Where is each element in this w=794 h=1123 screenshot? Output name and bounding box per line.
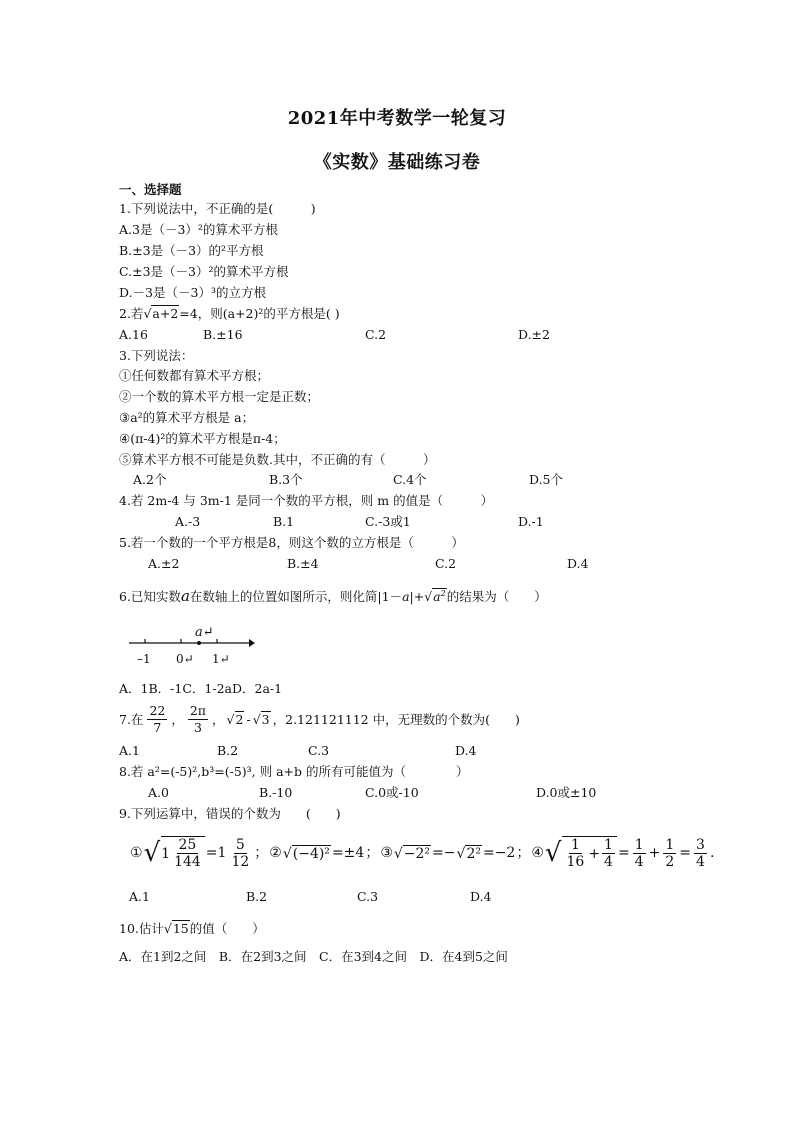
q9-e4-n1: 1	[570, 837, 580, 853]
q9-e4-frac4	[663, 837, 676, 870]
q9-e1-whole: 1	[161, 845, 171, 862]
axis-label-a: a↵	[195, 625, 214, 640]
q9-expressions	[130, 836, 714, 870]
q7-f1-num: 22	[149, 703, 166, 718]
q10-suffix: 的值（ ）	[189, 921, 265, 936]
q6-radicand-var: a	[433, 589, 441, 604]
q9-sep-2: ；	[365, 845, 380, 861]
q9-e4-d3: 4	[634, 853, 644, 870]
q6-stem-prefix: 6.已知实数	[119, 589, 181, 604]
q7-rad1: 2	[235, 712, 244, 727]
q1-stem: 1.下列说法中，不正确的是( )	[119, 201, 316, 216]
q9-end: .	[709, 845, 715, 861]
q9-e4-d2: 4	[604, 854, 613, 870]
q9-e4-n4: 1	[665, 836, 675, 853]
q4-option-c: C.-3或1	[365, 514, 411, 529]
axis-label-1: 1↵	[212, 652, 230, 666]
q6-var: a	[180, 587, 190, 605]
q7-rad2: 3	[261, 712, 270, 727]
q3-stem: 3.下列说法：	[119, 348, 194, 363]
sqrt-symbol: √	[143, 838, 161, 868]
q7-f2-den: 3	[193, 720, 202, 735]
q10-prefix: 10.估计	[119, 921, 164, 936]
q3-option-b: B.3个	[269, 472, 303, 487]
sqrt-symbol-3: √−2²	[393, 845, 431, 862]
q8-option-d: D.0或±10	[536, 785, 597, 800]
q7-option-d: D.4	[455, 743, 477, 758]
q3-item-4: ④(π-4)²的算术平方根是π-4；	[119, 431, 286, 446]
q9-e4-d1: 16	[566, 854, 585, 870]
q9-e3-eq2: =−2	[482, 845, 516, 861]
q9-e1-num: 25	[178, 837, 197, 853]
q9-e4-d5: 4	[696, 853, 705, 870]
q5-option-c: C.2	[435, 556, 457, 571]
q6-var-2: a	[402, 589, 410, 604]
q9-e1-rnum: 5	[235, 836, 245, 853]
q8-option-a: A.0	[148, 785, 169, 800]
q4-option-d: D.-1	[518, 514, 544, 529]
sqrt-symbol: $√a^2$	[424, 589, 446, 604]
q9-e4-frac1	[564, 837, 586, 870]
page-subtitle: 《实数》基础练习卷	[313, 152, 481, 173]
q2-option-a: A.16	[119, 327, 148, 342]
q8-stem: 8.若 a²=(-5)²,b³=(-5)³, 则 a+b 的所有可能值为（ ）	[119, 764, 469, 779]
sqrt-symbol: √a+2	[143, 306, 179, 321]
q3-option-c: C.4个	[393, 472, 427, 487]
q7-prefix: 7.在	[119, 711, 144, 727]
q9-sep-3: ；	[516, 845, 531, 861]
q9-option-b: B.2	[246, 889, 268, 904]
q9-e1-result	[229, 837, 251, 870]
q9-option-a: A.1	[129, 889, 150, 904]
q9-e1-eq: =1	[205, 845, 227, 861]
sqrt-symbol-2: √3	[252, 712, 270, 727]
q6-stem	[119, 588, 547, 605]
q9-e1-den: 144	[174, 854, 201, 870]
q9-e4-d4: 2	[665, 853, 675, 870]
sqrt-symbol: √15	[163, 921, 189, 936]
q9-e4-eq2: =	[679, 845, 692, 861]
q9-e4-frac2	[602, 837, 615, 870]
q3-option-d: D.5个	[529, 472, 564, 487]
axis-label-neg1: –1	[137, 652, 151, 666]
q4-stem: 4.若 2m-4 与 3m-1 是同一个数的平方根，则 m 的值是（ ）	[119, 493, 494, 508]
q7-option-c: C.3	[308, 743, 330, 758]
q6-stem-mid: 在数轴上的位置如图所示，则化简|1－	[189, 589, 403, 604]
fraction-22-7	[147, 703, 167, 736]
q9-e3-rad2: 2²	[466, 845, 481, 862]
q9-e4-n2: 1	[604, 837, 613, 853]
q8-option-c: C.0或-10	[365, 785, 419, 800]
q5-stem: 5.若一个数的一个平方根是8，则这个数的立方根是（ ）	[119, 535, 464, 550]
q9-e4-eq: =	[617, 845, 630, 861]
q2-stem	[119, 305, 340, 322]
q2-option-c: C.2	[365, 327, 387, 342]
q9-e4-radicand	[562, 836, 616, 870]
q3-item-5: ⑤算术平方根不可能是负数.其中，不正确的有（ ）	[119, 452, 436, 467]
q7-stem: 7.在 $\frac{22}{7}$ ， $\frac{2\pi}{3}$ ， √2 - √3 ，2.121121112 中，无理数的个数为( )	[119, 703, 520, 735]
q9-e4-n5: 3	[696, 836, 705, 853]
sqrt-symbol: √2	[226, 712, 244, 727]
q9-e4-n3: 1	[634, 836, 644, 853]
q10-stem	[119, 920, 265, 937]
q3-item-3: ③a²的算术平方根是 a；	[119, 410, 255, 425]
sqrt-symbol-5: √	[544, 838, 562, 868]
q9-option-c: C.3	[357, 889, 379, 904]
q7-suffix: ，2.121121112 中，无理数的个数为( )	[272, 711, 520, 727]
q1-option-d: D.－3是（－3）³的立方根	[119, 285, 266, 300]
q9-stem: 9.下列运算中，错误的个数为 ( )	[119, 806, 341, 821]
q5-option-b: B.±4	[287, 556, 319, 571]
section-heading: 一、选择题	[119, 182, 182, 197]
q4-option-b: B.1	[273, 514, 295, 529]
q10-radicand: 15	[172, 921, 189, 936]
q9-e1-rden: 12	[231, 853, 250, 870]
q7-option-b: B.2	[217, 743, 239, 758]
q2-option-b: B.±16	[203, 327, 243, 342]
q9-e4-plus2: +	[648, 845, 661, 861]
q5-option-d: D.4	[567, 556, 589, 571]
q7-f2-num: 2π	[189, 703, 207, 718]
sqrt-symbol-4: √2²	[456, 845, 481, 862]
q5-option-a: A.±2	[148, 556, 180, 571]
q6-stem-suffix: 的结果为（ ）	[446, 589, 547, 604]
q1-option-c: C.±3是（－3）²的算术平方根	[119, 264, 289, 279]
q2-option-d: D.±2	[518, 327, 550, 342]
q10-options: A．在1到2之间 B．在2到3之间 C．在3到4之间 D．在4到5之间	[119, 949, 508, 964]
q1-option-b: B.±3是（－3）的²平方根	[119, 243, 264, 258]
q3-option-a: A.2个	[133, 472, 167, 487]
axis-label-0: 0↵	[176, 652, 194, 666]
q9-e4-label: ④	[531, 845, 544, 861]
q1-option-a: A.3是（－3）²的算术平方根	[119, 222, 278, 237]
q9-e3-eq: =−	[432, 845, 456, 861]
page-title: 2021年中考数学一轮复习	[287, 108, 507, 129]
q9-option-d: D.4	[470, 889, 492, 904]
fraction-2pi-3	[188, 703, 208, 736]
q9-sep-1: ；	[254, 845, 269, 861]
q9-e2-label: ②	[269, 845, 282, 861]
q6-stem-mid2: |+	[409, 589, 425, 604]
q9-e4-frac5	[694, 837, 707, 870]
q2-stem-prefix: 2.若	[119, 306, 144, 321]
q9-e1-label: ①	[130, 845, 143, 861]
q4-option-a: A.-3	[175, 514, 201, 529]
q9-e3-rad: −2²	[403, 845, 431, 862]
q7-option-a: A.1	[119, 743, 140, 758]
q9-e2-eq: =±4	[331, 845, 365, 861]
q6-radicand: $a^2$	[433, 589, 446, 604]
q3-item-2: ②一个数的算术平方根一定是正数；	[119, 389, 320, 404]
q9-e4-frac3	[633, 837, 646, 870]
q9-e2-rad: (−4)²	[292, 845, 330, 862]
q3-item-1: ①任何数都有算术平方根；	[119, 368, 270, 383]
q9-e3-label: ③	[380, 845, 393, 861]
q7-f1-den: 7	[153, 720, 162, 735]
q2-stem-suffix: =4，则(a+2)²的平方根是( )	[179, 306, 340, 321]
q9-e4-plus: +	[588, 845, 601, 862]
q6-options: A．1B．-1C．1-2aD．2a-1	[119, 681, 283, 696]
sqrt-symbol-2: √(−4)²	[282, 845, 330, 862]
q9-e1-frac	[172, 837, 203, 870]
q2-radicand: a+2	[152, 306, 179, 321]
q8-option-b: B.-10	[259, 785, 293, 800]
q9-e1-radicand	[161, 836, 205, 870]
